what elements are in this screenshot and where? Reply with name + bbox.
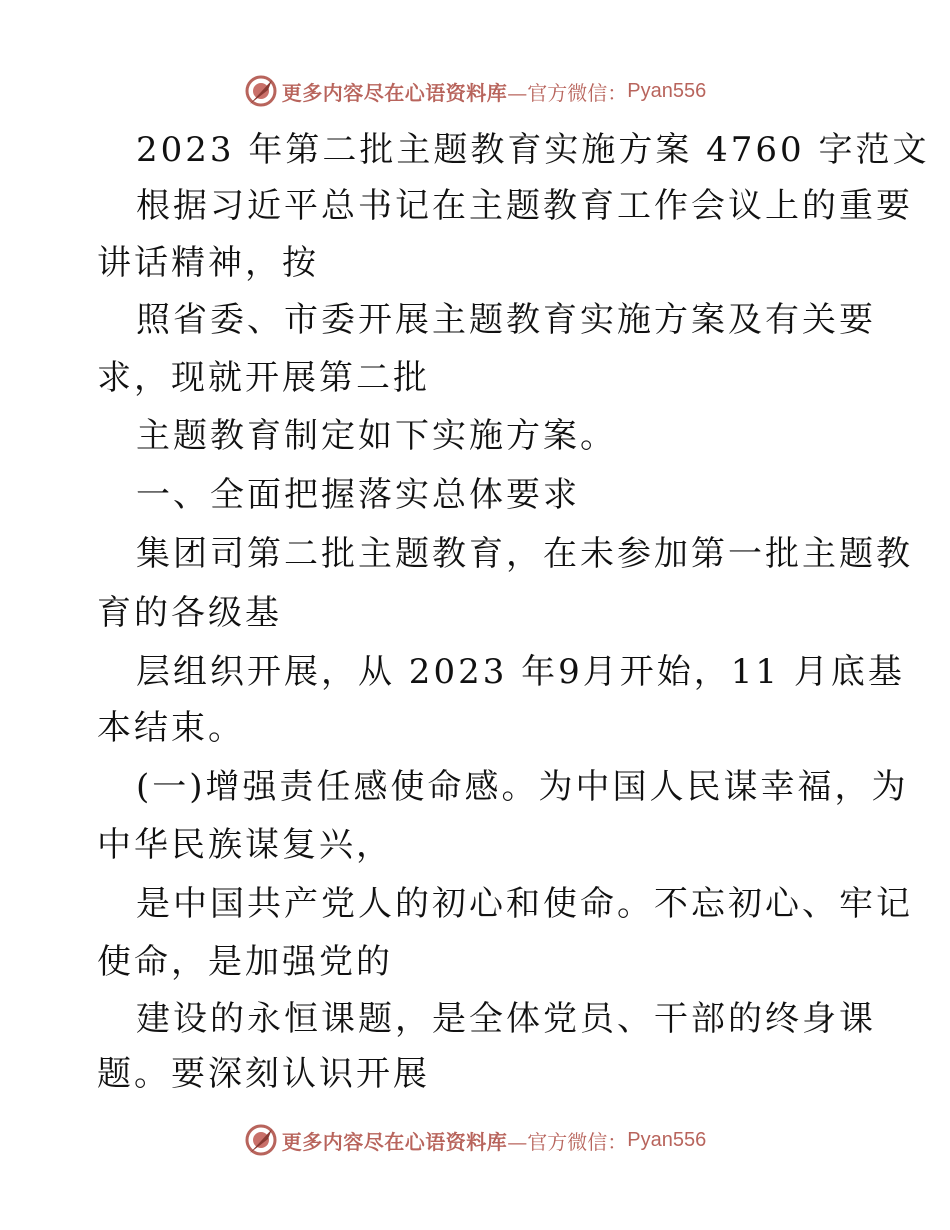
paragraph-line: 是中国共产党人的初心和使命。不忘初心、牢记 bbox=[136, 884, 913, 924]
quill-logo-icon bbox=[244, 74, 278, 108]
paragraph-line: 集团司第二批主题教育，在未参加第一批主题教 bbox=[136, 534, 913, 574]
paragraph-line: 求，现就开展第二批 bbox=[97, 358, 430, 398]
watermark-sub-text: —官方微信： bbox=[507, 1129, 628, 1154]
header-watermark bbox=[0, 71, 950, 111]
watermark-main-text: 更多内容尽在心语资料库 bbox=[281, 80, 508, 105]
footer-watermark bbox=[0, 1120, 950, 1160]
paragraph-line: 题。要深刻认识开展 bbox=[97, 1054, 430, 1094]
paragraph-line: 讲话精神，按 bbox=[97, 243, 319, 283]
paragraph-line: 主题教育制定如下实施方案。 bbox=[136, 416, 617, 456]
paragraph-line: 层组织开展，从 2023 年9月开始，11 月底基 bbox=[136, 652, 905, 692]
paragraph-line: 育的各级基 bbox=[97, 593, 282, 633]
paragraph-line: 中华民族谋复兴， bbox=[97, 825, 393, 865]
section-heading: 一、全面把握落实总体要求 bbox=[136, 475, 580, 515]
quill-logo-icon bbox=[244, 1123, 278, 1157]
paragraph-line: (一)增强责任感使命感。为中国人民谋幸福，为 bbox=[136, 767, 909, 807]
paragraph-line: 照省委、市委开展主题教育实施方案及有关要 bbox=[136, 300, 876, 340]
watermark-id-text: Pyan556 bbox=[627, 79, 707, 102]
paragraph-line: 建设的永恒课题，是全体党员、干部的终身课 bbox=[136, 999, 876, 1039]
paragraph-line: 本结束。 bbox=[97, 708, 245, 748]
watermark-main-text: 更多内容尽在心语资料库 bbox=[281, 1129, 508, 1154]
paragraph-line: 根据习近平总书记在主题教育工作会议上的重要 bbox=[136, 186, 913, 226]
watermark-sub-text: —官方微信： bbox=[507, 80, 628, 105]
document-title: 2023 年第二批主题教育实施方案 4760 字范文 bbox=[136, 130, 930, 170]
watermark-id-text: Pyan556 bbox=[627, 1128, 707, 1151]
paragraph-line: 使命，是加强党的 bbox=[97, 942, 393, 982]
